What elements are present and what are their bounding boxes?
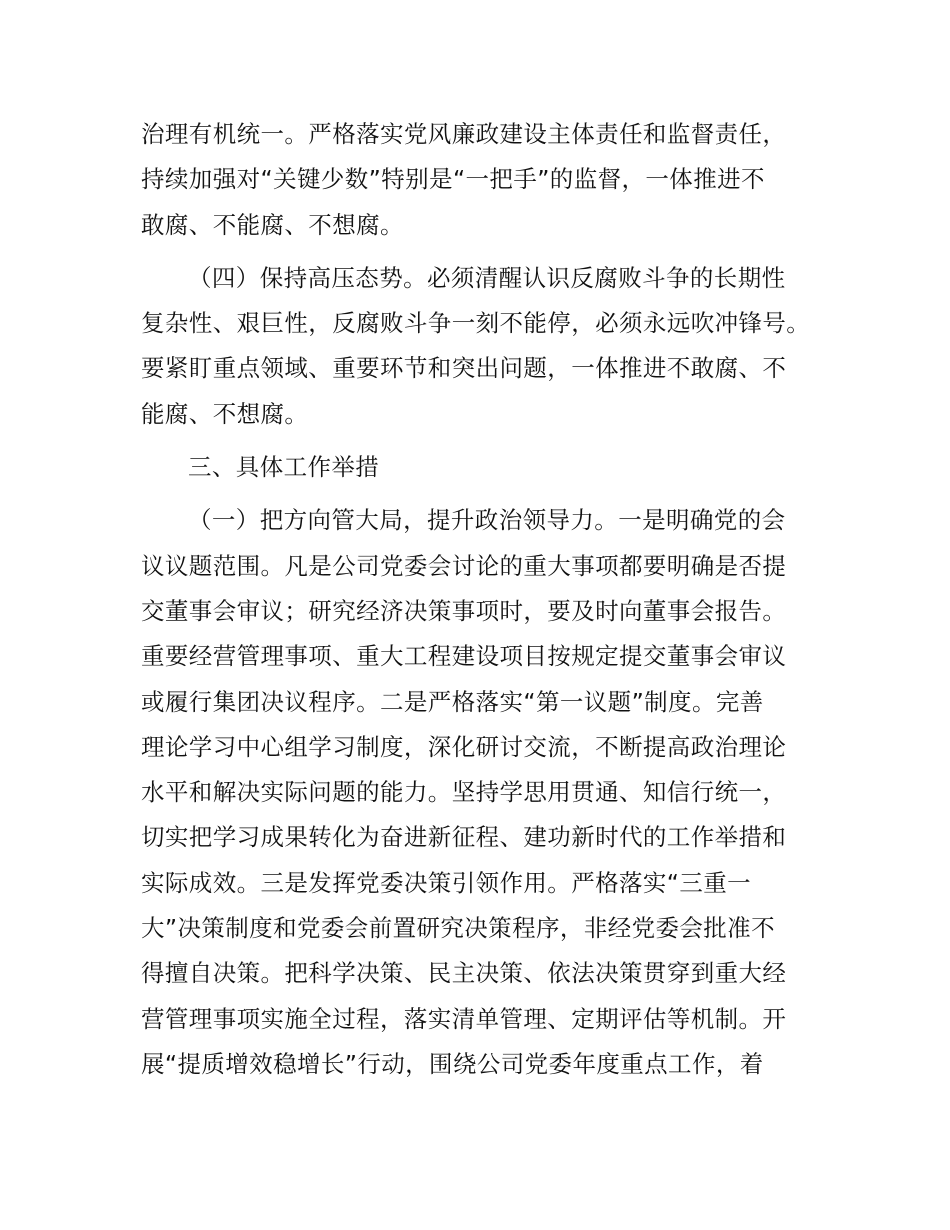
paragraph-1 [141, 112, 821, 248]
text-line: 议议题范围。凡是公司党委会讨论的重大事项都要明确是否提 [141, 551, 787, 580]
text-line: 营管理事项实施全过程，落实清单管理、定期评估等机制。开 [141, 1004, 787, 1033]
text-line: （一）把方向管大局，提升政治领导力。一是明确党的会 [188, 506, 786, 535]
text-line: 持续加强对“关键少数”特别是“一把手”的监督，一体推进不 [141, 165, 765, 194]
heading-line: 三、具体工作举措 [188, 453, 380, 482]
text-line: 要紧盯重点领域、重要环节和突出问题，一体推进不敢腐、不 [141, 354, 787, 383]
text-line: 复杂性、艰巨性，反腐败斗争一刻不能停，必须永远吹冲锋号。 [141, 309, 811, 338]
text-line: （四）保持高压态势。必须清醒认识反腐败斗争的长期性 [188, 263, 786, 292]
text-line: 治理有机统一。严格落实党风廉政建设主体责任和监督责任， [141, 120, 787, 148]
text-line: 或履行集团决议程序。二是严格落实“第一议题”制度。完善 [141, 687, 764, 716]
text-line: 交董事会审议；研究经济决策事项时，要及时向董事会报告。 [141, 596, 787, 625]
text-line: 实际成效。三是发挥党委决策引领作用。严格落实“三重一 [141, 868, 752, 897]
section-heading [141, 445, 821, 490]
text-line: 得擅自决策。把科学决策、民主决策、依法决策贯穿到重大经 [141, 959, 787, 988]
text-line: 大”决策制度和党委会前置研究决策程序，非经党委会批准不 [141, 914, 775, 943]
text-line: 切实把学习成果转化为奋进新征程、建功新时代的工作举措和 [141, 823, 787, 852]
text-line: 能腐、不想腐。 [141, 399, 309, 428]
paragraph-2 [141, 256, 821, 437]
text-line: 理论学习中心组学习制度，深化研讨交流，不断提高政治理论 [141, 732, 787, 761]
text-line: 展“提质增效稳增长”行动，围绕公司党委年度重点工作，着 [141, 1049, 764, 1078]
text-line: 水平和解决实际问题的能力。坚持学思用贯通、知信行统一， [141, 778, 787, 807]
paragraph-4 [141, 498, 821, 1087]
text-line: 重要经营管理事项、重大工程建设项目按规定提交董事会审议 [141, 642, 787, 671]
document-body [141, 112, 821, 1087]
text-line: 敢腐、不能腐、不想腐。 [141, 210, 404, 239]
